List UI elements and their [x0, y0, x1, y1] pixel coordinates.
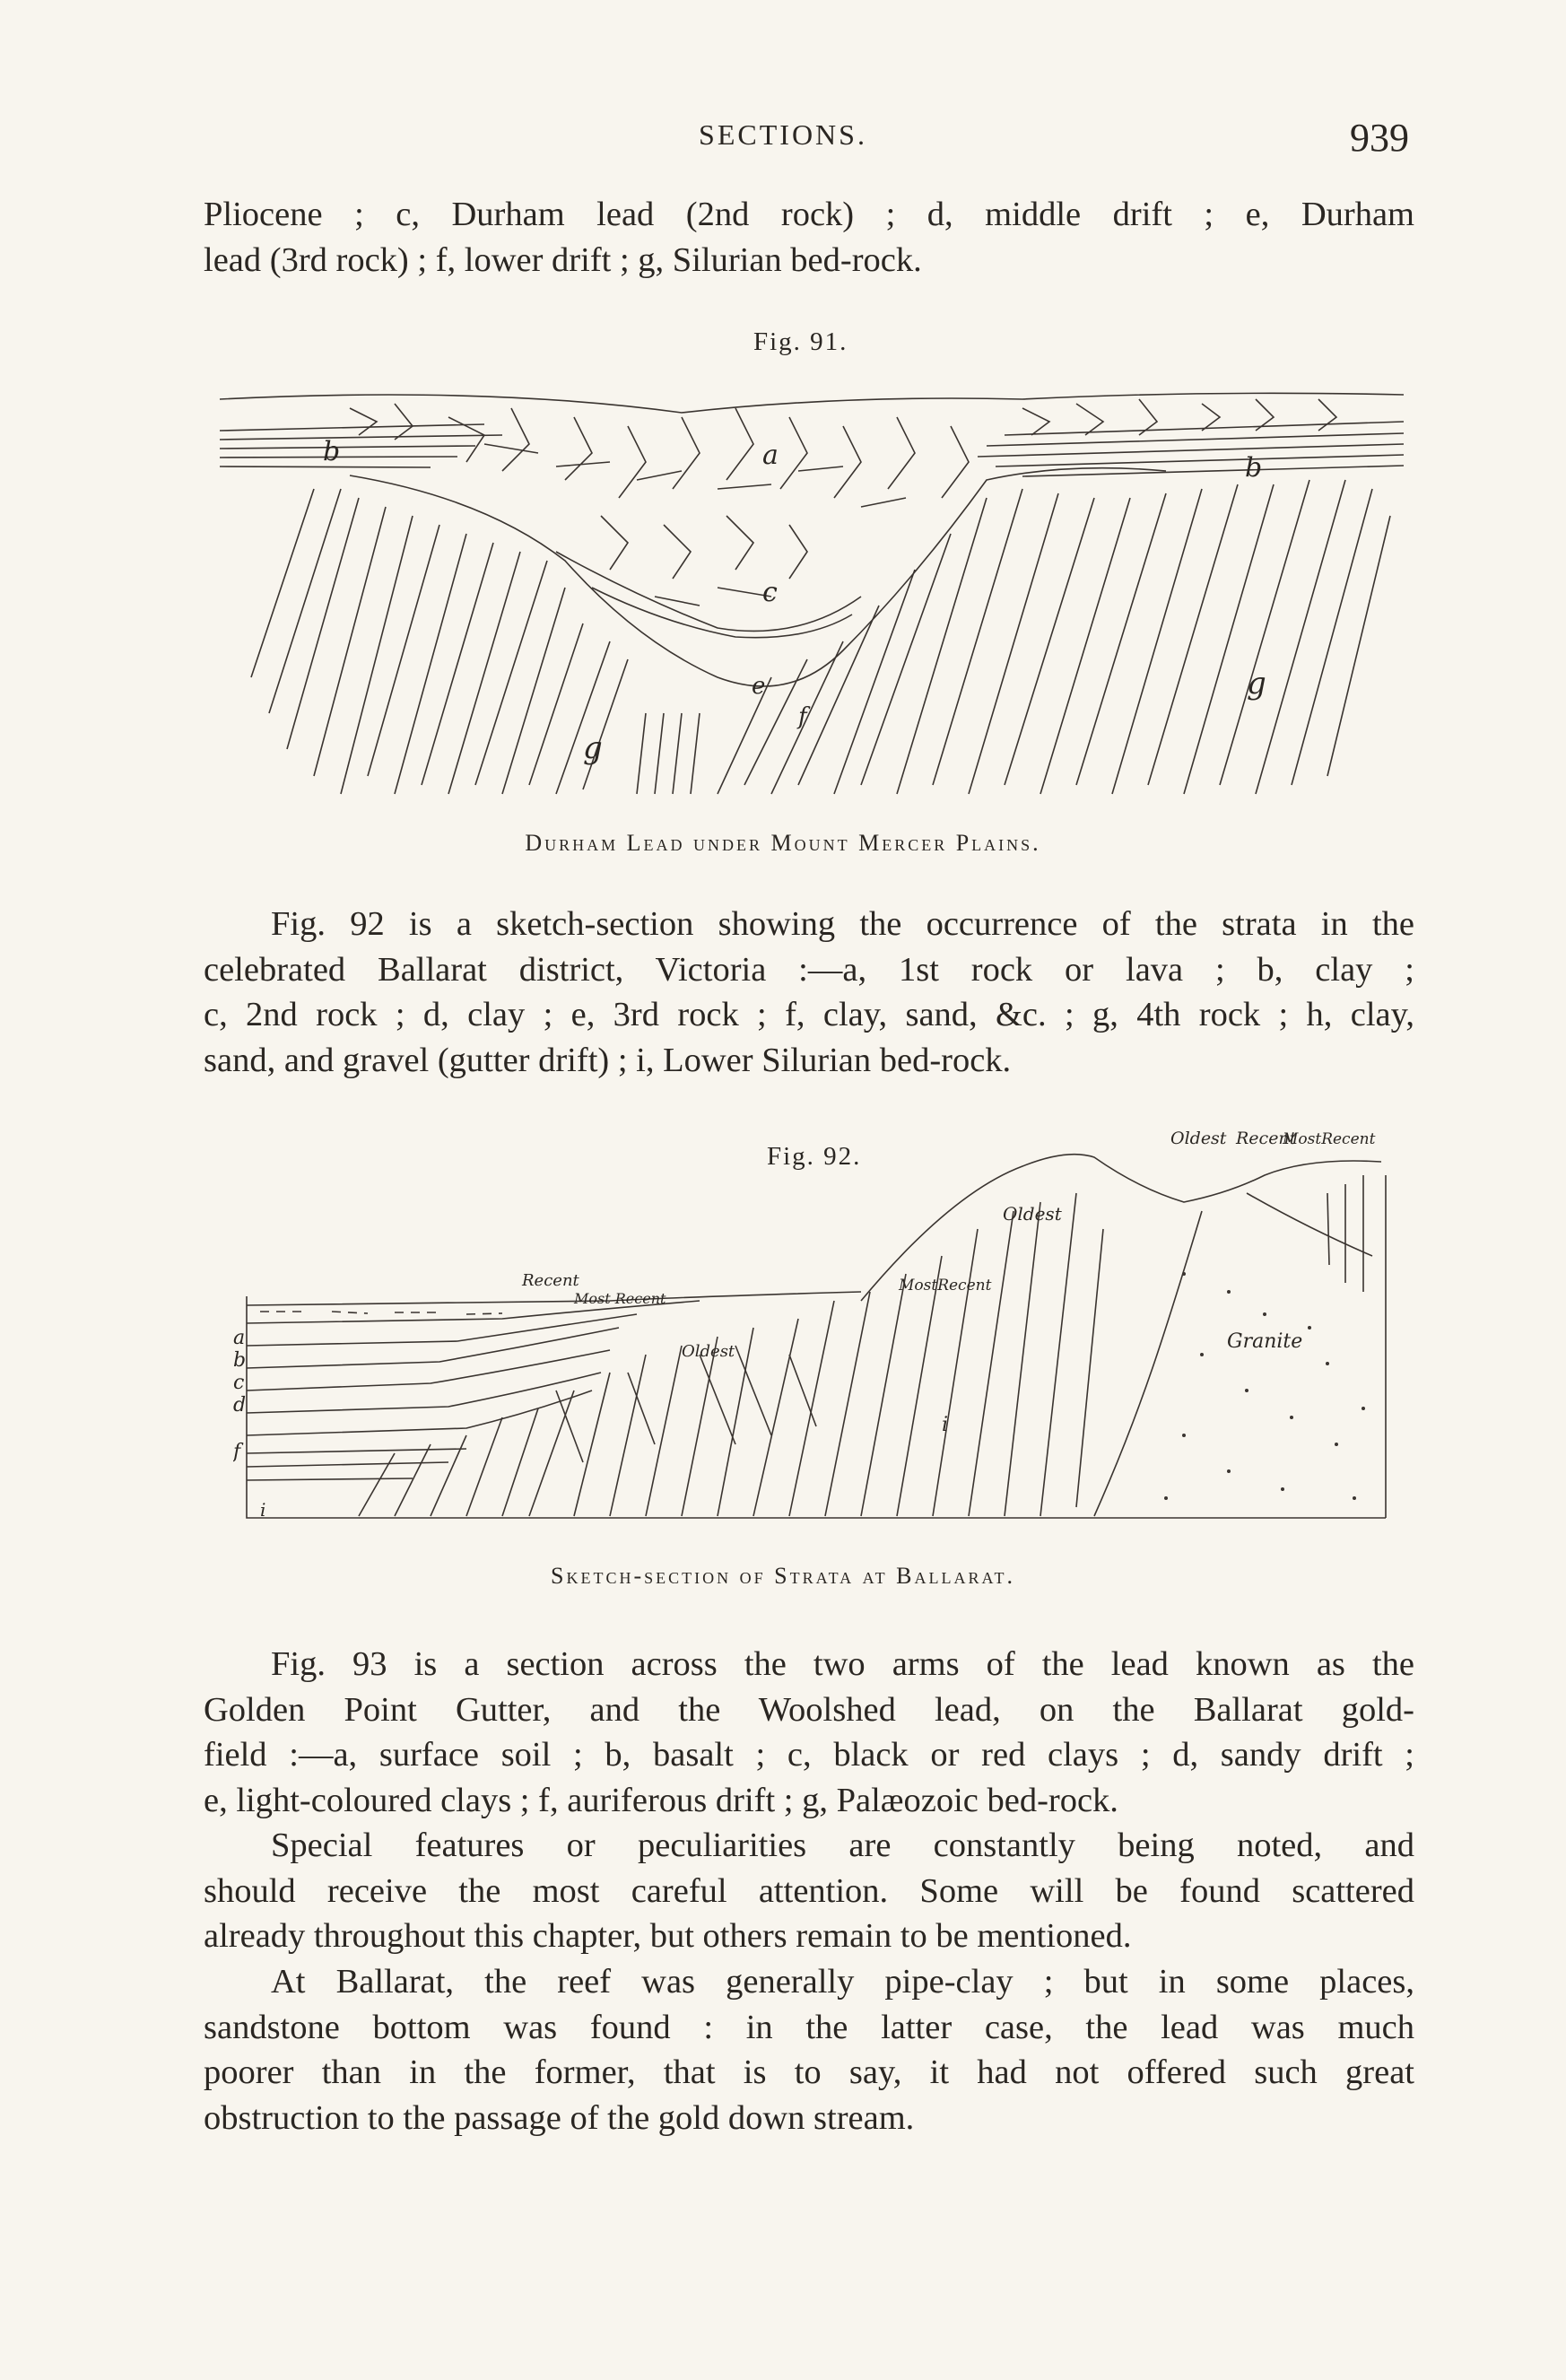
- fig92-note-most-recent-mid: MostRecent: [899, 1277, 992, 1295]
- text-line: field :—a, surface soil ; b, basalt ; c, black or red clays ; d, sandy drift ;: [204, 1736, 1414, 1774]
- text-line: lead (3rd rock) ; f, lower drift ; g, Silurian bed-rock.: [204, 240, 922, 279]
- fig92-letter-c: c: [233, 1372, 245, 1394]
- fig92-note-most-recent-top: MostRecent: [1283, 1130, 1376, 1148]
- fig92-note-most-recent-left: Most Recent: [574, 1290, 666, 1307]
- text-line: poorer than in the former, that is to say, it had not offered such great: [204, 2053, 1414, 2091]
- text-line: c, 2nd rock ; d, clay ; e, 3rd rock ; f, clay, sand, &c. ; g, 4th rock ; h, clay,: [204, 996, 1414, 1033]
- fig91-illustration: [215, 381, 1408, 803]
- text-line: celebrated Ballarat district, Victoria :—a, 1st rock or lava ; b, clay ;: [204, 950, 1414, 989]
- text-line: obstruction to the passage of the gold down stream.: [204, 2098, 915, 2137]
- paragraph-continued: [204, 192, 1414, 283]
- text-line: Special features or peculiarities are constantly being noted, and: [271, 1826, 1414, 1864]
- running-head-title: SECTIONS.: [699, 118, 867, 151]
- fig91-letter-g-right: g: [1247, 666, 1266, 702]
- fig92-note-oldest-mid: Oldest: [1003, 1203, 1062, 1225]
- fig91-letter-b-left: b: [323, 436, 341, 467]
- fig92-letter-d: d: [233, 1394, 247, 1417]
- fig91-letter-b-right: b: [1245, 452, 1263, 484]
- paragraph-fig92: [204, 902, 1414, 1083]
- paragraph-ballarat-reef: [204, 1959, 1414, 2140]
- fig92-letter-a: a: [233, 1327, 246, 1349]
- text-line: sandstone bottom was found : in the latter case, the lead was much: [204, 2008, 1414, 2046]
- fig92-note-oldest-low: Oldest: [682, 1342, 735, 1361]
- fig91-letter-g-left: g: [583, 730, 603, 766]
- fig92-letter-i-center: i: [942, 1414, 949, 1436]
- fig91-section-drawing: [215, 381, 1408, 803]
- fig92-label: Fig. 92.: [767, 1142, 862, 1171]
- paragraph-special-features: [204, 1823, 1414, 1959]
- page-number: 939: [1350, 116, 1409, 160]
- fig92-illustration: [233, 1121, 1408, 1534]
- fig91-letter-c: c: [762, 577, 778, 608]
- text-line: Fig. 92 is a sketch-section showing the occurrence of the strata in the: [271, 905, 1414, 943]
- text-line: already throughout this chapter, but others remain to be mentioned.: [204, 1917, 1132, 1955]
- fig92-letter-b: b: [233, 1349, 247, 1372]
- fig92-note-oldest-top: Oldest: [1170, 1129, 1227, 1148]
- fig92-caption: Sketch-section of Strata at Ballarat.: [551, 1563, 1015, 1589]
- fig91-letter-e: e: [752, 673, 766, 700]
- text-line: sand, and gravel (gutter drift) ; i, Lower Silurian bed-rock.: [204, 1041, 1012, 1079]
- fig92-section-drawing: [233, 1121, 1408, 1534]
- fig91-label: Fig. 91.: [753, 327, 848, 356]
- fig92-letter-f: f: [233, 1441, 241, 1463]
- fig92-note-granite: Granite: [1227, 1330, 1303, 1353]
- text-line: Pliocene ; c, Durham lead (2nd rock) ; d, middle drift ; e, Durham: [204, 196, 1414, 233]
- fig91-caption: Durham Lead under Mount Mercer Plains.: [525, 830, 1041, 856]
- text-line: At Ballarat, the reef was generally pipe-clay ; but in some places,: [271, 1963, 1414, 2001]
- text-line: should receive the most careful attention. Some will be found scattered: [204, 1871, 1414, 1910]
- text-line: Fig. 93 is a section across the two arms of the lead known as the: [271, 1645, 1414, 1683]
- text-line: Golden Point Gutter, and the Woolshed lead, on the Ballarat gold-: [204, 1690, 1414, 1729]
- fig91-letter-f: f: [798, 703, 807, 730]
- fig92-letter-i-left: i: [260, 1499, 266, 1521]
- running-head: [0, 115, 1566, 160]
- fig91-letter-a: a: [762, 440, 779, 471]
- paragraph-fig93: [204, 1642, 1414, 1823]
- fig92-note-recent-top: Recent: [1236, 1129, 1297, 1148]
- fig92-note-recent-left: Recent: [522, 1271, 579, 1290]
- text-line: e, light-coloured clays ; f, auriferous drift ; g, Palæozoic bed-rock.: [204, 1781, 1118, 1819]
